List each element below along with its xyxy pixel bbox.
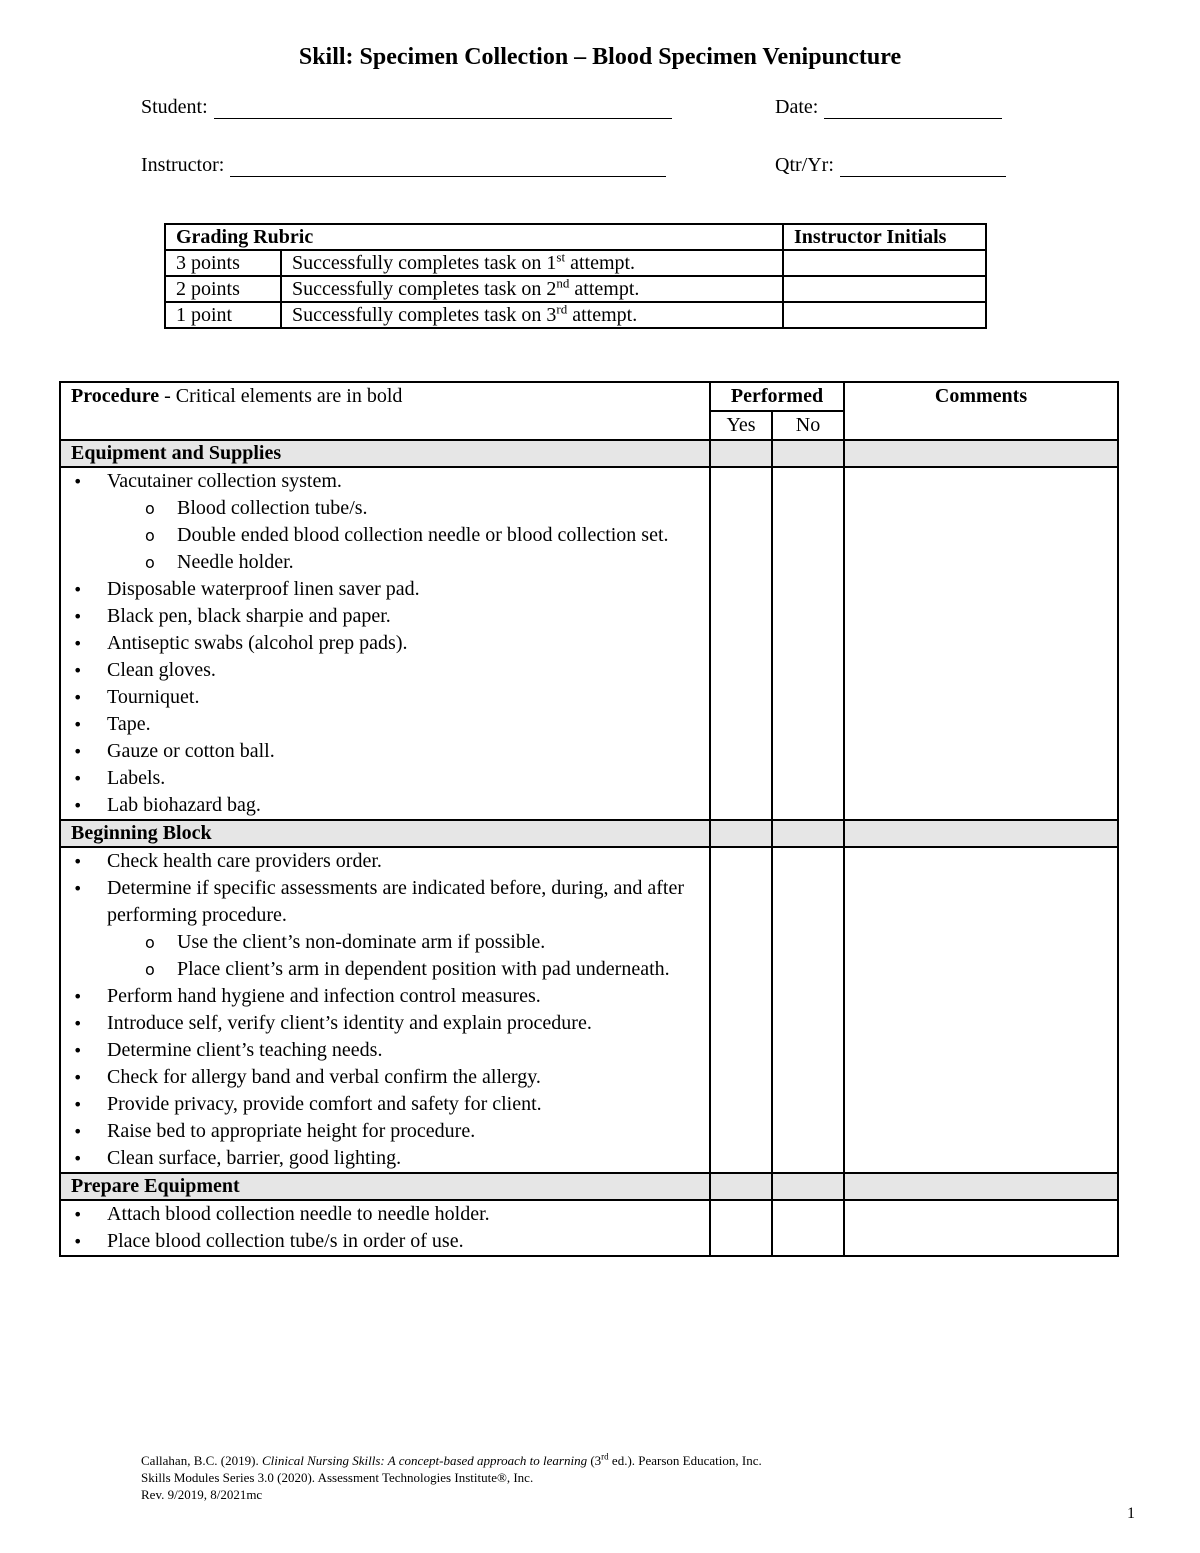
qtr-yr-field [775, 154, 1006, 177]
comments-cell[interactable] [844, 467, 1118, 820]
section-items [60, 1200, 710, 1256]
list-item: • Introduce self, verify client’s identity and explain procedure. [71, 1010, 699, 1037]
yes-header: Yes [710, 411, 772, 440]
section-cmt-cell [844, 440, 1118, 467]
section-items-row [60, 847, 1118, 1173]
sub-list-item: o Needle holder. [71, 549, 699, 576]
section-no-cell [772, 1173, 844, 1200]
list-item: • Attach blood collection needle to needle holder. [71, 1201, 699, 1228]
sub-list-item: o Blood collection tube/s. [71, 495, 699, 522]
list-item: • Tourniquet. [71, 684, 699, 711]
section-items-row [60, 467, 1118, 820]
comments-header: Comments [844, 382, 1118, 440]
list-item: • Perform hand hygiene and infection control measures. [71, 983, 699, 1010]
qtr-yr-label: Qtr/Yr: [775, 154, 834, 176]
date-field [775, 96, 1002, 119]
sub-list-item: o Double ended blood collection needle or blood collection set. [71, 522, 699, 549]
list-item: • Tape. [71, 711, 699, 738]
section-yes-cell [710, 440, 772, 467]
list-item: • Black pen, black sharpie and paper. [71, 603, 699, 630]
instructor-field [141, 154, 666, 177]
section-items-row [60, 1200, 1118, 1256]
rubric-header-row [165, 224, 986, 250]
list-item: • Antiseptic swabs (alcohol prep pads). [71, 630, 699, 657]
list-item: • Determine if specific assessments are indicated before, during, and after performing procedure. [71, 875, 699, 929]
section-items [60, 847, 710, 1173]
rubric-points: 1 point [165, 302, 281, 328]
student-input-line[interactable] [214, 98, 672, 119]
no-check-cell[interactable] [772, 467, 844, 820]
list-item: • Vacutainer collection system. [71, 468, 699, 495]
comments-cell[interactable] [844, 847, 1118, 1173]
procedure-table [59, 381, 1119, 1257]
list-item: • Place blood collection tube/s in order of use. [71, 1228, 699, 1255]
grading-rubric-table [164, 223, 987, 329]
yes-check-cell[interactable] [710, 1200, 772, 1256]
section-header-row [60, 1173, 1118, 1200]
date-label: Date: [775, 96, 819, 118]
section-no-cell [772, 820, 844, 847]
page-title: Skill: Specimen Collection – Blood Specimen Venipuncture [298, 44, 902, 70]
rubric-description: Successfully completes task on 2nd attempt. [281, 276, 783, 302]
list-item: • Disposable waterproof linen saver pad. [71, 576, 699, 603]
student-field [141, 96, 672, 119]
initials-header: Instructor Initials [783, 224, 986, 250]
list-item: • Raise bed to appropriate height for procedure. [71, 1118, 699, 1145]
rubric-header: Grading Rubric [165, 224, 783, 250]
section-title: Beginning Block [60, 820, 710, 847]
section-no-cell [772, 440, 844, 467]
no-check-cell[interactable] [772, 847, 844, 1173]
citation-footer [141, 1452, 762, 1503]
performed-header: Performed [710, 382, 844, 411]
qtr-yr-input-line[interactable] [840, 156, 1006, 177]
rubric-points: 2 points [165, 276, 281, 302]
list-item: • Labels. [71, 765, 699, 792]
initials-cell[interactable] [783, 250, 986, 276]
list-item: • Determine client’s teaching needs. [71, 1037, 699, 1064]
section-title: Prepare Equipment [60, 1173, 710, 1200]
list-item: • Gauze or cotton ball. [71, 738, 699, 765]
rubric-description: Successfully completes task on 3rd attempt. [281, 302, 783, 328]
instructor-input-line[interactable] [230, 156, 666, 177]
section-cmt-cell [844, 1173, 1118, 1200]
list-item: • Clean gloves. [71, 657, 699, 684]
yes-check-cell[interactable] [710, 467, 772, 820]
procedure-header-row [60, 382, 1118, 411]
section-header-row [60, 820, 1118, 847]
rubric-points: 3 points [165, 250, 281, 276]
list-item: • Provide privacy, provide comfort and safety for client. [71, 1091, 699, 1118]
no-header: No [772, 411, 844, 440]
initials-cell[interactable] [783, 276, 986, 302]
rubric-description: Successfully completes task on 1st attempt. [281, 250, 783, 276]
yes-check-cell[interactable] [710, 847, 772, 1173]
citation-line-1: Callahan, B.C. (2019). Clinical Nursing Skills: A concept-based approach to learning (3rd ed.). Pearson Education, Inc. [141, 1451, 762, 1468]
rubric-row [165, 250, 986, 276]
initials-cell[interactable] [783, 302, 986, 328]
procedure-header: Procedure - Critical elements are in bold [60, 382, 710, 440]
page-number: 1 [1127, 1505, 1135, 1522]
no-check-cell[interactable] [772, 1200, 844, 1256]
list-item: • Lab biohazard bag. [71, 792, 699, 819]
section-title: Equipment and Supplies [60, 440, 710, 467]
citation-line-2: Skills Modules Series 3.0 (2020). Assessment Technologies Institute®, Inc. [141, 1470, 534, 1485]
section-yes-cell [710, 820, 772, 847]
instructor-label: Instructor: [141, 154, 225, 176]
section-items [60, 467, 710, 820]
section-header-row [60, 440, 1118, 467]
rubric-row [165, 276, 986, 302]
list-item: • Check for allergy band and verbal confirm the allergy. [71, 1064, 699, 1091]
sub-list-item: o Place client’s arm in dependent position with pad underneath. [71, 956, 699, 983]
rubric-row [165, 302, 986, 328]
sub-list-item: o Use the client’s non-dominate arm if possible. [71, 929, 699, 956]
date-input-line[interactable] [824, 98, 1002, 119]
list-item: • Clean surface, barrier, good lighting. [71, 1145, 699, 1172]
section-yes-cell [710, 1173, 772, 1200]
list-item: • Check health care providers order. [71, 848, 699, 875]
citation-line-3: Rev. 9/2019, 8/2021mc [141, 1487, 263, 1502]
student-label: Student: [141, 96, 208, 118]
section-cmt-cell [844, 820, 1118, 847]
comments-cell[interactable] [844, 1200, 1118, 1256]
